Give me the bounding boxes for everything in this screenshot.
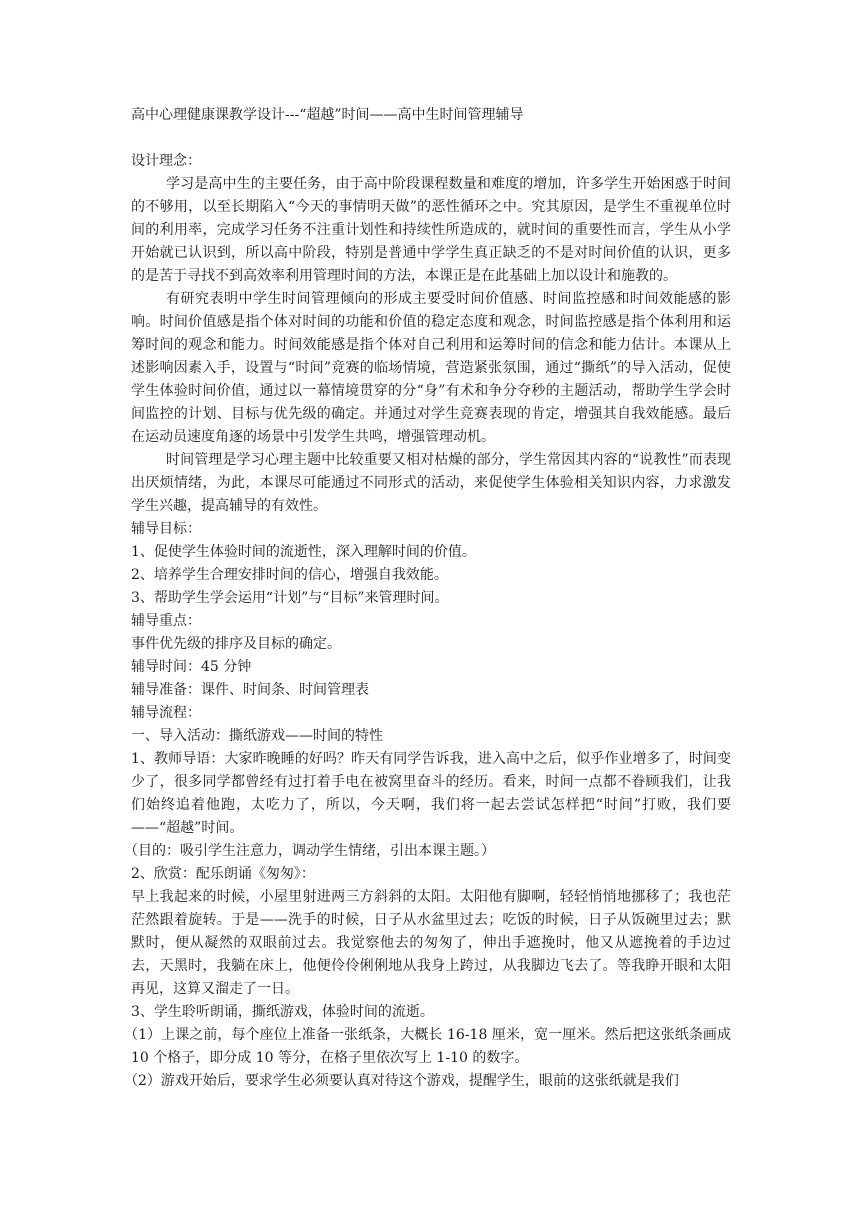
design-paragraph-3: 时间管理是学习心理主题中比较重要又相对枯燥的部分，学生常因其内容的“说教性”而表现出厌烦情绪，为此，本课尽可能通过不同形式的活动，来促使学生体验相关知识内容，力求激发学生兴趣，提高辅导的有效性。 xyxy=(131,452,731,514)
focus-heading: 辅导重点： xyxy=(131,613,201,629)
goals-heading: 辅导目标： xyxy=(131,521,201,537)
purpose-note: （目的：吸引学生注意力，调动学生情绪，引出本课主题。） xyxy=(124,843,495,859)
document-page xyxy=(124,104,731,1093)
design-paragraph-2: 有研究表明中学生时间管理倾向的形成主要受时间价值感、时间监控感和时间效能感的影响。时间价值感是指个体对时间的功能和价值的稳定态度和观念，时间监控感是指个体利用和运筹时间的观念和能力。时间效能感是指个体对自己利用和运筹时间的信念和能力估计。本课从上述影响因素入手，设置与“时间”竞赛的临场情境，营造紧张氛围，通过“撕纸”的导入活动，促使学生体验时间价值，通过以一幕情境贯穿的分“身”有术和争分夺秒的主题活动，帮助学生学会时间监控的计划、目标与优先级的确定。并通过对学生竞赛表现的肯定，增强其自我效能感。最后在运动员速度角逐的场景中引发学生共鸣，增强管理动机。 xyxy=(131,291,731,445)
design-heading: 设计理念： xyxy=(131,153,201,169)
blank-line xyxy=(131,127,731,150)
goal-item-3: 3、帮助学生学会运用“计划”与“目标”来管理时间。 xyxy=(131,590,449,606)
sub-step-1: （1）上课之前，每个座位上准备一张纸条，大概长 16-18 厘米，宽一厘米。然后把这张纸条画成 10 个格子，即分成 10 等分，在格子里依次写上 1-10 的数字。 xyxy=(124,1027,731,1066)
section-1-title: 一、导入活动：撕纸游戏——时间的特性 xyxy=(131,728,383,744)
prep-line: 辅导准备：课件、时间条、时间管理表 xyxy=(131,682,369,698)
focus-text: 事件优先级的排序及目标的确定。 xyxy=(131,636,341,652)
step-1: 1、教师导语：大家昨晚睡的好吗？昨天有同学告诉我，进入高中之后，似乎作业增多了，时间变少了，很多同学都曾经有过打着手电在被窝里奋斗的经历。看来，时间一点都不眷顾我们，让我们始终追着他跑，太吃力了，所以，今天啊，我们将一起去尝试怎样把“时间”打败，我们要——“超越”时间。 xyxy=(131,751,731,836)
step-2: 2、欣赏：配乐朗诵《匆匆》： xyxy=(131,866,315,882)
poem-text: 早上我起来的时候，小屋里射进两三方斜斜的太阳。太阳他有脚啊，轻轻悄悄地挪移了；我也茫茫然跟着旋转。于是——洗手的时候，日子从水盆里过去；吃饭的时候，日子从饭碗里过去；默默时，便从凝然的双眼前过去。我觉察他去的匆匆了，伸出手遮挽时，他又从遮挽着的手边过去，天黑时，我躺在床上，他便伶伶俐俐地从我身上跨过，从我脚边飞去了。等我睁开眼和太阳再见，这算又溜走了一日。 xyxy=(131,889,731,997)
design-paragraph-1: 学习是高中生的主要任务，由于高中阶段课程数量和难度的增加，许多学生开始困惑于时间的不够用，以至长期陷入“今天的事情明天做”的恶性循环之中。究其原因，是学生不重视单位时间的利用率，完成学习任务不注重计划性和持续性所造成的，就时间的重要性而言，学生从小学开始就已认识到，所以高中阶段，特别是普通中学学生真正缺乏的不是对时间价值的认识，更多的是苦于寻找不到高效率利用管理时间的方法，本课正是在此基础上加以设计和施教的。 xyxy=(131,176,731,284)
step-3: 3、学生聆听朗诵，撕纸游戏，体验时间的流逝。 xyxy=(131,1004,434,1020)
sub-step-2: （2）游戏开始后，要求学生必须要认真对待这个游戏，提醒学生，眼前的这张纸就是我们 xyxy=(124,1073,679,1089)
goal-item-2: 2、培养学生合理安排时间的信心，增强自我效能。 xyxy=(131,567,448,583)
document-title: 高中心理健康课教学设计---“超越”时间——高中生时间管理辅导 xyxy=(131,107,524,123)
goal-item-1: 1、促使学生体验时间的流逝性，深入理解时间的价值。 xyxy=(131,544,476,560)
process-heading: 辅导流程： xyxy=(131,705,201,721)
time-line: 辅导时间：45 分钟 xyxy=(131,659,252,675)
